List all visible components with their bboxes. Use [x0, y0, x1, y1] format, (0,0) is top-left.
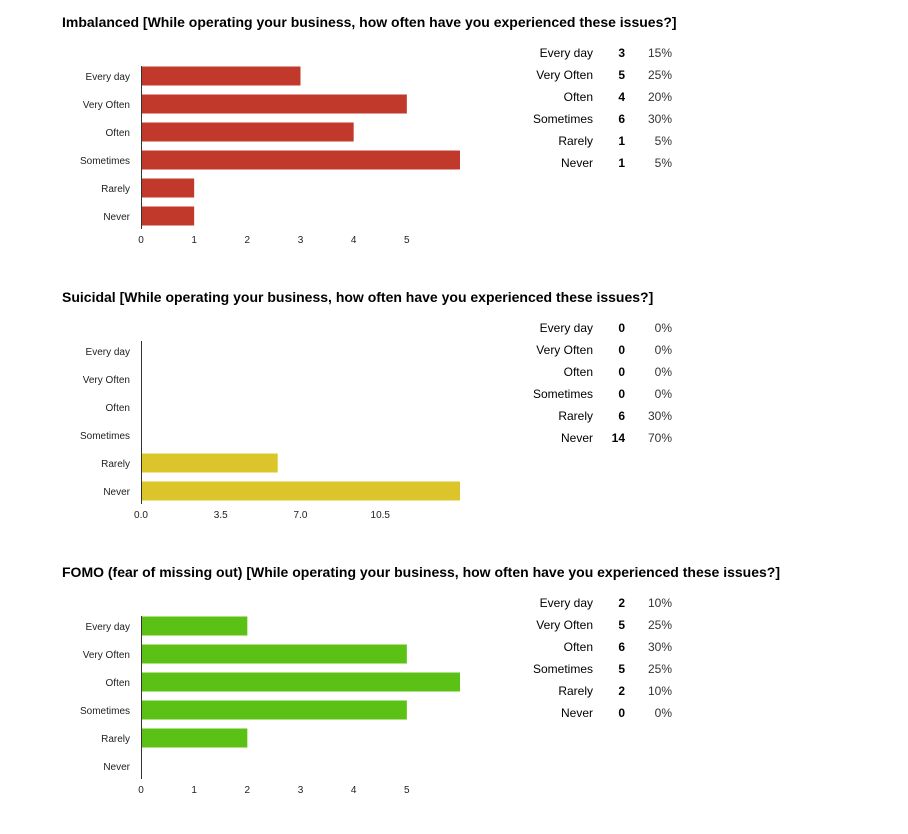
- summary-label: Rarely: [558, 409, 593, 423]
- summary-label: Every day: [539, 46, 593, 60]
- x-tick-label: 1: [191, 785, 197, 796]
- bar: [142, 151, 460, 170]
- summary-percent: 5%: [654, 156, 672, 170]
- x-tick-label: 10.5: [370, 510, 390, 521]
- summary-row: [500, 86, 672, 108]
- category-label: Often: [105, 128, 130, 139]
- summary-row: [500, 339, 672, 361]
- summary-percent: 0%: [654, 343, 672, 357]
- category-label: Very Often: [82, 375, 130, 386]
- bar: [142, 179, 194, 198]
- summary-table-suicidal: [500, 317, 672, 449]
- summary-percent: 30%: [647, 112, 672, 126]
- category-label: Rarely: [101, 184, 130, 195]
- chart-title: Suicidal [While operating your business, how often have you experienced these issues?]: [62, 289, 654, 305]
- bar-chart-imbalanced: [0, 14, 500, 264]
- summary-percent: 10%: [647, 596, 672, 610]
- summary-percent: 0%: [654, 365, 672, 379]
- summary-row: [500, 108, 672, 130]
- bar: [142, 95, 407, 114]
- category-label: Sometimes: [79, 156, 130, 167]
- summary-label: Never: [560, 431, 593, 445]
- category-label: Often: [105, 403, 130, 414]
- summary-row: [500, 405, 672, 427]
- summary-label: Never: [560, 156, 593, 170]
- summary-count: 0: [618, 365, 625, 379]
- bar: [142, 482, 460, 501]
- category-label: Rarely: [101, 459, 130, 470]
- summary-count: 1: [618, 156, 625, 170]
- summary-percent: 0%: [654, 321, 672, 335]
- x-tick-label: 0: [138, 235, 144, 246]
- summary-count: 2: [618, 596, 625, 610]
- summary-label: Rarely: [558, 134, 593, 148]
- chart-section-imbalanced: [0, 14, 908, 284]
- category-label: Very Often: [82, 650, 130, 661]
- x-tick-label: 0: [138, 785, 144, 796]
- bar: [142, 123, 354, 142]
- category-label: Very Often: [82, 100, 130, 111]
- category-label: Never: [103, 762, 130, 773]
- summary-label: Every day: [539, 596, 593, 610]
- summary-table-imbalanced: [500, 42, 672, 174]
- bar: [142, 207, 194, 226]
- summary-count: 1: [618, 134, 625, 148]
- summary-percent: 0%: [654, 387, 672, 401]
- x-tick-label: 0.0: [134, 510, 148, 521]
- summary-count: 6: [618, 409, 625, 423]
- summary-count: 6: [618, 112, 625, 126]
- x-tick-label: 4: [350, 235, 357, 246]
- bar: [142, 454, 278, 473]
- chart-section-fomo: [0, 564, 908, 834]
- summary-label: Very Often: [536, 618, 593, 632]
- summary-row: [500, 383, 672, 405]
- summary-percent: 0%: [654, 706, 672, 720]
- x-tick-label: 4: [350, 785, 357, 796]
- chart-title: FOMO (fear of missing out) [While operating your business, how often have you experienced these issues?]: [62, 564, 781, 580]
- x-tick-label: 3.5: [213, 510, 228, 521]
- summary-row: [500, 592, 672, 614]
- summary-row: [500, 130, 672, 152]
- summary-label: Never: [560, 706, 593, 720]
- bar-chart-suicidal: [0, 289, 500, 539]
- bar: [142, 645, 407, 664]
- summary-count: 2: [618, 684, 625, 698]
- summary-row: [500, 702, 672, 724]
- summary-label: Sometimes: [532, 662, 593, 676]
- category-label: Rarely: [101, 734, 130, 745]
- summary-row: [500, 658, 672, 680]
- summary-row: [500, 317, 672, 339]
- summary-percent: 25%: [647, 68, 672, 82]
- bar: [142, 617, 247, 636]
- summary-label: Very Often: [536, 68, 593, 82]
- summary-count: 3: [618, 46, 625, 60]
- summary-percent: 25%: [647, 662, 672, 676]
- summary-label: Often: [563, 90, 593, 104]
- category-label: Never: [103, 487, 130, 498]
- category-label: Every day: [85, 72, 130, 83]
- category-label: Often: [105, 678, 130, 689]
- summary-table-fomo: [500, 592, 672, 724]
- category-label: Never: [103, 212, 130, 223]
- summary-row: [500, 64, 672, 86]
- summary-label: Every day: [539, 321, 593, 335]
- summary-percent: 20%: [647, 90, 672, 104]
- summary-label: Very Often: [536, 343, 593, 357]
- summary-row: [500, 427, 672, 449]
- summary-label: Sometimes: [532, 387, 593, 401]
- bar: [142, 701, 407, 720]
- summary-percent: 30%: [647, 409, 672, 423]
- x-tick-label: 2: [244, 235, 251, 246]
- summary-row: [500, 614, 672, 636]
- summary-label: Often: [563, 640, 593, 654]
- summary-row: [500, 680, 672, 702]
- summary-percent: 15%: [647, 46, 672, 60]
- summary-percent: 5%: [654, 134, 672, 148]
- category-label: Sometimes: [79, 431, 130, 442]
- x-tick-label: 3: [297, 235, 304, 246]
- summary-count: 5: [618, 68, 625, 82]
- summary-count: 0: [618, 387, 625, 401]
- x-tick-label: 7.0: [293, 510, 308, 521]
- x-tick-label: 5: [404, 785, 410, 796]
- bar: [142, 67, 301, 86]
- category-label: Sometimes: [79, 706, 130, 717]
- bar: [142, 729, 247, 748]
- chart-section-suicidal: [0, 289, 908, 559]
- x-tick-label: 3: [297, 785, 304, 796]
- summary-row: [500, 42, 672, 64]
- summary-count: 14: [611, 431, 625, 445]
- chart-title: Imbalanced [While operating your business, how often have you experienced these issues?]: [62, 14, 677, 30]
- category-label: Every day: [85, 347, 130, 358]
- summary-percent: 70%: [647, 431, 672, 445]
- summary-count: 0: [618, 321, 625, 335]
- summary-label: Sometimes: [532, 112, 593, 126]
- bar: [142, 673, 460, 692]
- summary-row: [500, 361, 672, 383]
- category-label: Every day: [85, 622, 130, 633]
- summary-count: 0: [618, 343, 625, 357]
- x-tick-label: 1: [191, 235, 197, 246]
- summary-percent: 25%: [647, 618, 672, 632]
- summary-label: Rarely: [558, 684, 593, 698]
- summary-count: 5: [618, 662, 625, 676]
- summary-percent: 30%: [647, 640, 672, 654]
- summary-count: 4: [618, 90, 625, 104]
- summary-count: 5: [618, 618, 625, 632]
- summary-percent: 10%: [647, 684, 672, 698]
- summary-row: [500, 636, 672, 658]
- summary-count: 6: [618, 640, 625, 654]
- x-tick-label: 2: [244, 785, 251, 796]
- x-tick-label: 5: [404, 235, 410, 246]
- summary-count: 0: [618, 706, 625, 720]
- bar-chart-fomo: [0, 564, 500, 814]
- summary-label: Often: [563, 365, 593, 379]
- summary-row: [500, 152, 672, 174]
